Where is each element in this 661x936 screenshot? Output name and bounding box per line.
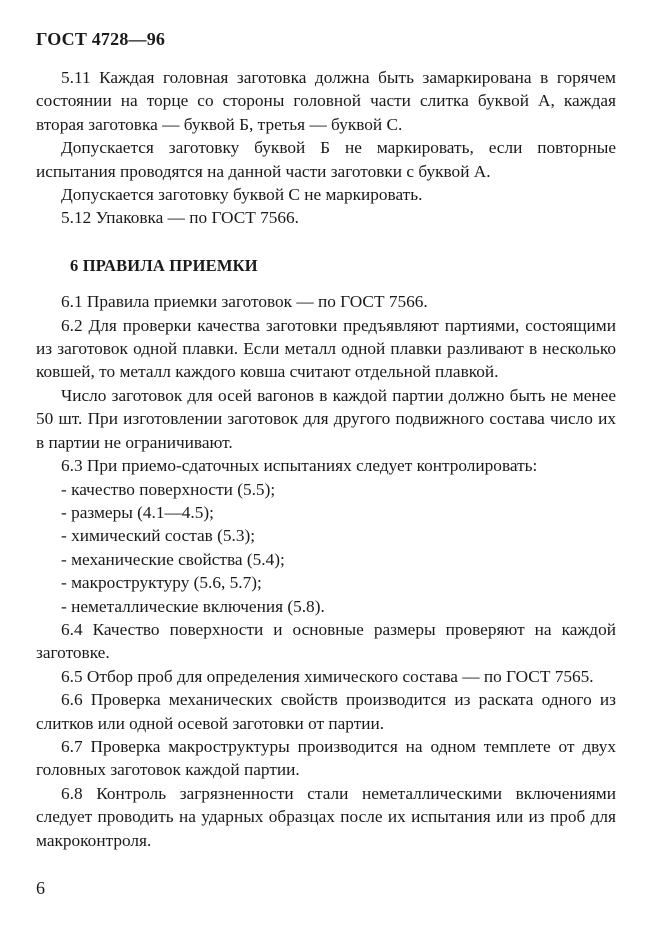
paragraph-5-11-note-c: Допускается заготовку буквой С не маркировать. xyxy=(61,185,423,205)
paragraph-6-3: 6.3 При приемо-сдаточных испытаниях следует контролировать: xyxy=(61,456,538,476)
paragraph-5-12: 5.12 Упаковка — по ГОСТ 7566. xyxy=(61,208,299,228)
page-number: 6 xyxy=(36,878,45,898)
list-item: - качество поверхности (5.5); xyxy=(61,479,276,499)
page-body xyxy=(36,66,616,852)
section-title: 6 ПРАВИЛА ПРИЕМКИ xyxy=(70,255,258,275)
paragraph-6-7: 6.7 Проверка макроструктуры производится на одном темплете от двух головных заготовок каждой партии. xyxy=(36,736,616,780)
paragraph-5-11: 5.11 Каждая головная заготовка должна быть замаркирована в горячем состоянии на торце со стороны головной части слитка буквой А, каждая вторая заготовка — буквой Б, третья — буквой С. xyxy=(36,68,616,134)
paragraph-6-4: 6.4 Качество поверхности и основные размеры проверяют на каждой заготовке. xyxy=(36,619,616,663)
list-item: - химический состав (5.3); xyxy=(61,526,256,546)
list-item: - механические свойства (5.4); xyxy=(61,549,285,569)
list-item: - макроструктуру (5.6, 5.7); xyxy=(61,573,262,593)
document-header: ГОСТ 4728—96 xyxy=(36,29,166,49)
paragraph-5-11-note-b: Допускается заготовку буквой Б не маркировать, если повторные испытания проводятся на данной части заготовки с буквой А. xyxy=(36,138,616,181)
list-item: - размеры (4.1—4.5); xyxy=(61,502,214,522)
paragraph-6-2: 6.2 Для проверки качества заготовки предъявляют партиями, состоящими из заготовок одной плавки. Если металл одной плавки разливают в несколько ковшей, то металл каждого ковша считают отдельной плавкой. xyxy=(36,315,616,382)
list-item: - неметаллические включения (5.8). xyxy=(61,596,325,616)
paragraph-6-6: 6.6 Проверка механических свойств производится из раската одного из слитков или одной осевой заготовки от партии. xyxy=(36,690,616,733)
paragraph-6-8: 6.8 Контроль загрязненности стали неметаллическими включениями следует проводить на ударных образцах после их испытания или из проб для макроконтроля. xyxy=(36,783,616,850)
paragraph-6-1: 6.1 Правила приемки заготовок — по ГОСТ 7566. xyxy=(61,292,428,312)
paragraph-6-2-count: Число заготовок для осей вагонов в каждой партии должно быть не менее 50 шт. При изготовлении заготовок для другого подвижного состава число их в партии не ограничивают. xyxy=(36,385,616,452)
paragraph-6-5: 6.5 Отбор проб для определения химического состава — по ГОСТ 7565. xyxy=(61,666,594,686)
